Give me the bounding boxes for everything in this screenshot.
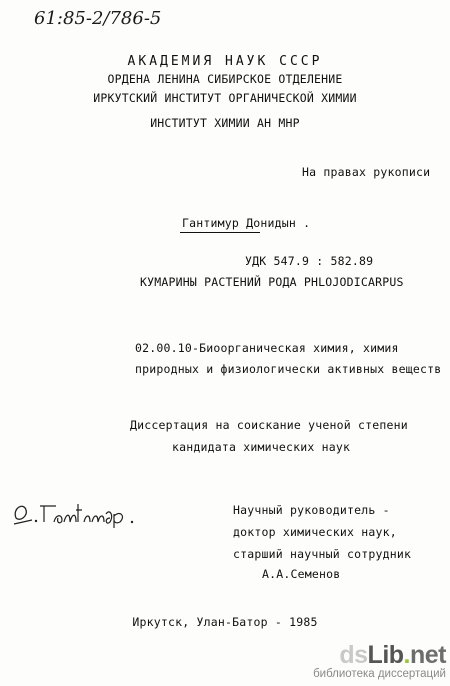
dslib-watermark xyxy=(313,640,446,681)
dissertation-line-2: кандидата химических наук xyxy=(172,440,351,454)
dissertation-line-1: Диссертация на соискание ученой степени xyxy=(130,418,408,432)
supervisor-position: старший научный сотрудник xyxy=(233,547,412,561)
supervisor-degree: доктор химических наук, xyxy=(233,525,397,539)
header-branch: ОРДЕНА ЛЕНИНА СИБИРСКОЕ ОТДЕЛЕНИЕ xyxy=(107,72,343,86)
place-and-year: Иркутск, Улан-Батор - 1985 xyxy=(132,615,318,629)
specialty-line-1: 02.00.10-Биоорганическая химия, химия xyxy=(135,341,399,355)
dslib-logo: dsLib.net xyxy=(339,640,446,669)
dslib-subtitle: библиотека диссертаций xyxy=(313,667,446,680)
author-underline xyxy=(180,232,260,233)
handwritten-signature xyxy=(10,494,145,532)
rights-note: На правах рукописи xyxy=(302,165,431,179)
header-academy: АКАДЕМИЯ НАУК СССР xyxy=(127,54,323,69)
archive-code: 61:85-2/786-5 xyxy=(34,8,162,29)
supervisor-role: Научный руководитель - xyxy=(233,503,390,517)
author-name: Гантимур Донидын . xyxy=(182,216,311,230)
header-institute-irkutsk: ИРКУТСКИЙ ИНСТИТУТ ОРГАНИЧЕСКОЙ ХИМИИ xyxy=(93,91,357,105)
dissertation-title: КУМАРИНЫ РАСТЕНИЙ РОДА PHLOJODICARPUS xyxy=(140,275,404,289)
udk-code: УДК 547.9 : 582.89 xyxy=(245,254,374,268)
specialty-line-2: природных и физиологически активных веществ xyxy=(135,362,442,376)
supervisor-name: А.А.Семенов xyxy=(262,567,341,581)
header-institute-mnr: ИНСТИТУТ ХИМИИ АН МНР xyxy=(150,116,300,130)
